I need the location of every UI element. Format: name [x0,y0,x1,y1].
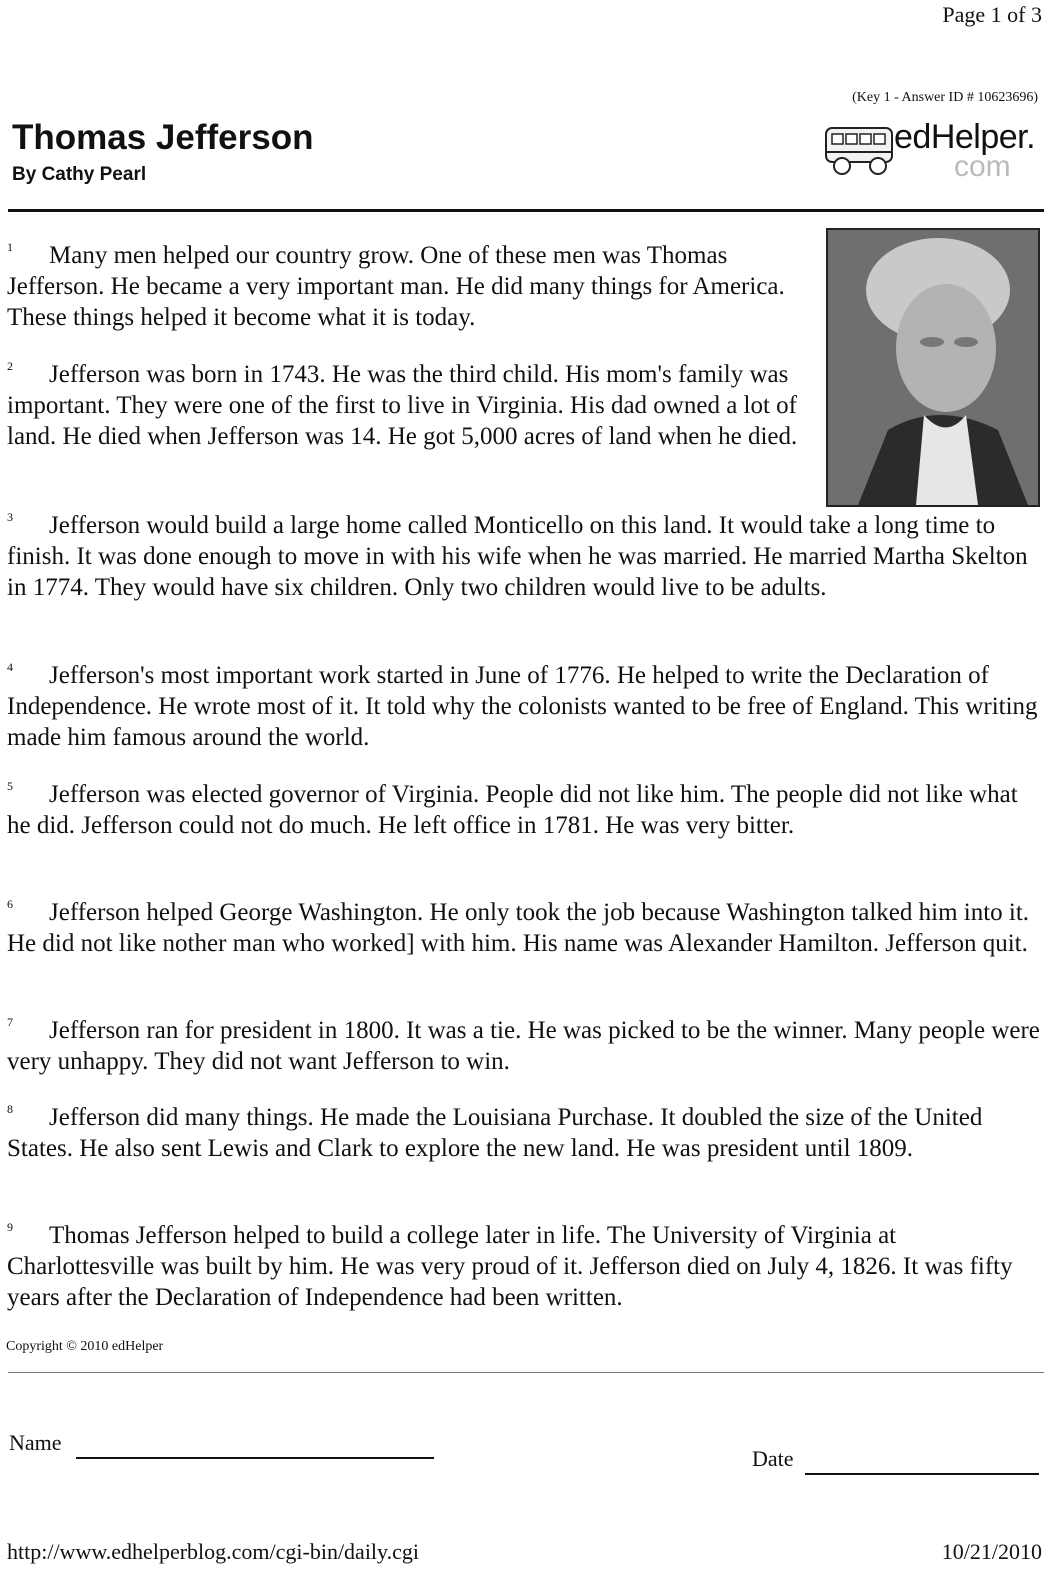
date-label: Date [752,1446,794,1471]
paragraph-text: Jefferson ran for president in 1800. It was a tie. He was picked to be the winner. Many people were very unhappy. They did not want Jefferson to win. [7,1017,1040,1075]
footer-date: 10/21/2010 [941,1539,1042,1564]
paragraph-text: Jefferson helped George Washington. He only took the job because Washington talked him into it. He did not like nother man who worked] with him. His name was Alexander Hamilton. Jefferson quit. [7,899,1030,957]
paragraph-5 [7,771,1043,841]
edhelper-logo [822,110,1044,194]
paragraph-number: 1 [7,240,13,254]
name-field-line[interactable] [76,1457,434,1459]
paragraph-6 [7,889,1043,959]
paragraph-2 [7,351,813,452]
logo-com: com [954,150,1011,183]
paragraph-number: 5 [7,779,13,793]
paragraph-3 [7,502,1043,603]
copyright-notice: Copyright © 2010 edHelper [6,1339,164,1354]
paragraph-number: 6 [7,897,13,911]
name-label: Name [9,1430,62,1455]
paragraph-number: 4 [7,660,13,674]
paragraph-number: 2 [7,359,13,373]
paragraph-text: Jefferson's most important work started in June of 1776. He helped to write the Declaration of Independence. He wrote most of it. It told why the colonists wanted to be free of England. This writing made him famous around the world. [7,662,1038,751]
paragraph-text: Many men helped our country grow. One of these men was Thomas Jefferson. He became a very important man. He did many things for America. These things helped it become what it is today. [7,242,785,331]
paragraph-text: Jefferson was elected governor of Virginia. People did not like him. The people did not like what he did. Jefferson could not do much. He left office in 1781. He was very bitter. [7,781,1018,839]
footer-divider [8,1372,1044,1373]
paragraph-text: Jefferson did many things. He made the Louisiana Purchase. It doubled the size of the United States. He also sent Lewis and Clark to explore the new land. He was president until 1809. [7,1104,983,1162]
logo-text: edHelper. [894,118,1036,156]
page-indicator: Page 1 of 3 [942,2,1042,27]
paragraph-text: Thomas Jefferson helped to build a college later in life. The University of Virginia at Charlottesville was built by him. He was very proud of it. Jefferson died on July 4, 1826. It was fifty years after the Declaration of Independence had been written. [7,1222,1013,1311]
paragraph-8 [7,1094,1043,1164]
paragraph-number: 9 [7,1220,13,1234]
article-title: Thomas Jefferson [12,118,314,157]
paragraph-number: 3 [7,510,13,524]
article-author: By Cathy Pearl [12,164,147,185]
school-bus-icon [822,112,902,190]
portrait-image [826,228,1040,507]
paragraph-number: 7 [7,1015,13,1029]
date-field-line[interactable] [805,1473,1039,1475]
paragraph-1 [7,232,813,333]
paragraph-number: 8 [7,1102,13,1116]
paragraph-text: Jefferson was born in 1743. He was the third child. His mom's family was important. They were one of the first to live in Virginia. His dad owned a lot of land. He died when Jefferson was 14. He got 5,000 acres of land when he died. [7,361,798,450]
paragraph-text: Jefferson would build a large home called Monticello on this land. It would take a long time to finish. It was done enough to move in with his wife when he was married. He married Martha Skelton in 1774. They would have six children. Only two children would live to be adults. [7,512,1028,601]
paragraph-4 [7,652,1043,753]
paragraph-7 [7,1007,1043,1077]
footer-url: http://www.edhelperblog.com/cgi-bin/daily.cgi [7,1539,419,1564]
answer-key-id: (Key 1 - Answer ID # 10623696) [852,90,1038,105]
paragraph-9 [7,1212,1043,1313]
header-divider [8,209,1044,212]
